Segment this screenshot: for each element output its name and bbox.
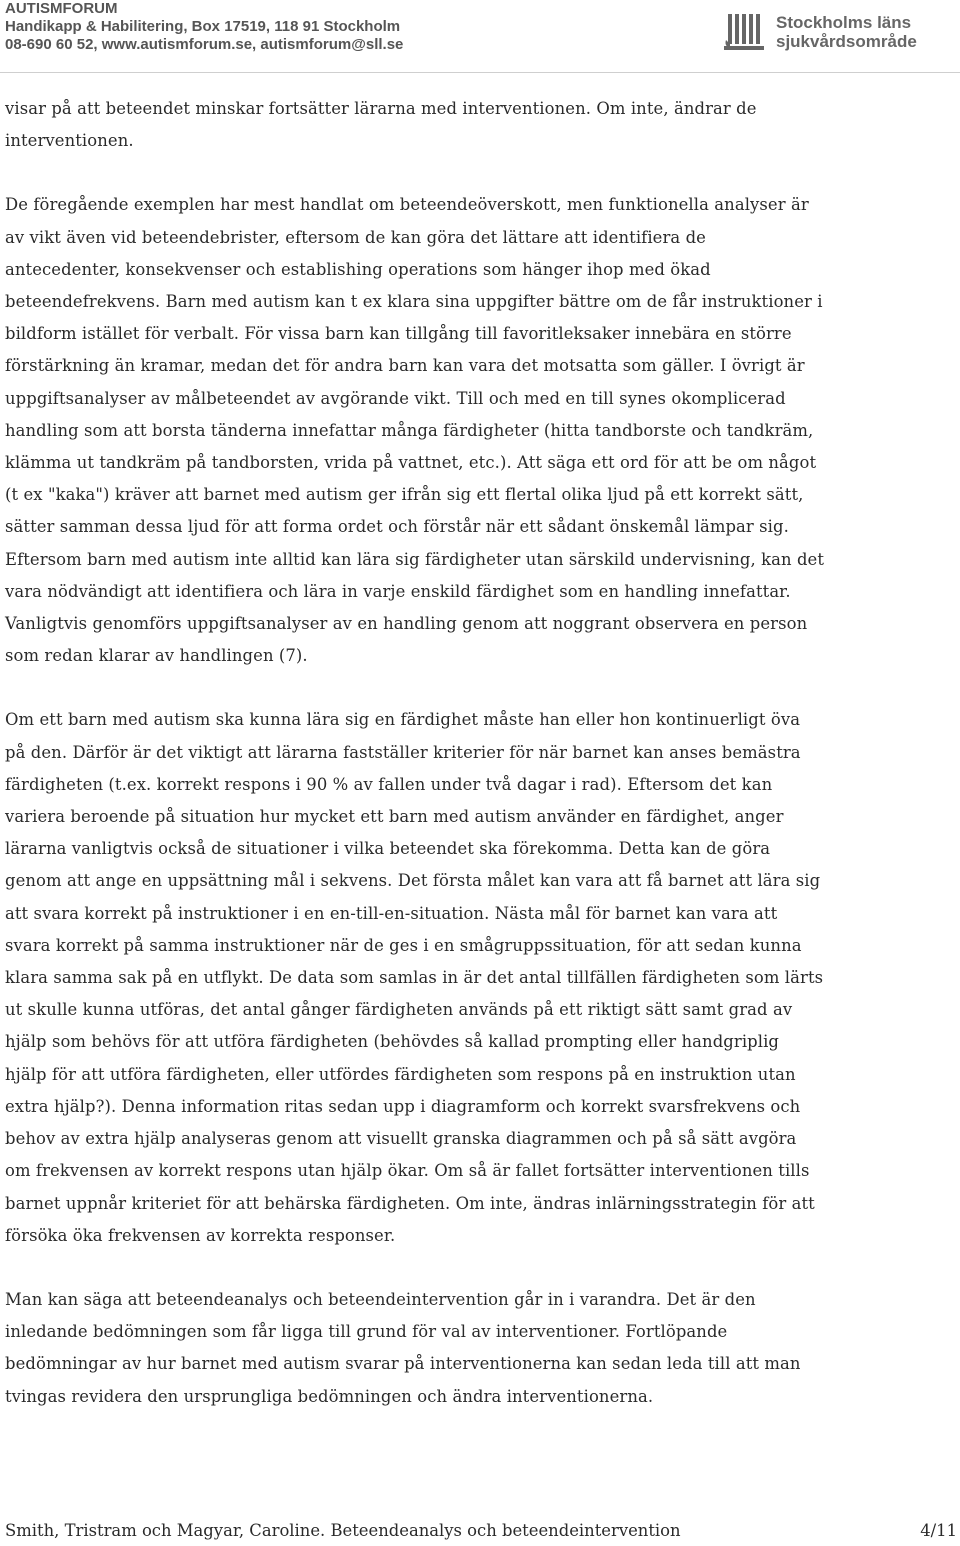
- paragraph-spacer: [5, 1252, 825, 1284]
- paragraph: Man kan säga att beteendeanalys och beteendeintervention går in i varandra. Det är den inledande bedömningen som får ligga till grund för val av interventioner. Fortlöpande bedömningar av hur barnet med autism svarar på interventionerna kan sedan leda till att man tvingas revidera den ursprungliga bedömningen och ändra interventionerna.: [5, 1289, 801, 1406]
- paragraph: visar på att beteendet minskar fortsätter lärarna med interventionen. Om inte, ändrar de interventionen.: [5, 99, 757, 151]
- paragraph: Om ett barn med autism ska kunna lära sig en färdighet måste han eller hon kontinuerligt öva på den. Därför är det viktigt att lärarna fastställer kriterier för när barnet kan anses bemästra färdigheten (t.ex. korrekt respons i 90 % av fallen under två dagar i rad). Eftersom det kan variera beroende på situation hur mycket ett barn med autism använder en färdighet, anger lärarna vanligtvis också de situationer i vilka beteendet ska förekomma. Detta kan de göra genom att ange en uppsättning mål i sekvens. Det första målet kan vara att få barnet att lära sig att svara korrekt på instruktioner i en en-till-en-situation. Nästa mål för barnet kan vara att svara korrekt på samma instruktioner när de ges i en smågruppssituation, för att sedan kunna klara samma sak på en utflykt. De data som samlas in är det antal tillfällen färdigheten som lärts ut skulle kunna utföras, det antal gånger färdigheten används på ett riktigt sätt samt grad av hjälp som behövs för att utföra färdigheten (behövdes så kallad prompting eller handgriplig hjälp för att utföra färdigheten, eller utfördes färdigheten som respons på en instruktion utan extra hjälp?). Denna information ritas sedan upp i diagramform och korrekt svarsfrekvens och behov av extra hjälp analyseras genom att visuellt granska diagrammen och på så sätt avgöra om frekvensen av korrekt respons utan hjälp ökar. Om så är fallet fortsätter interventionen tills barnet uppnår kriteriet för att behärska färdigheten. Om inte, ändras inlärningsstrategin för att försöka öka frekvensen av korrekta responser.: [5, 710, 824, 1245]
- org-name: AUTISMFORUM: [5, 0, 118, 17]
- logo-line-2: sjukvårdsområde: [776, 32, 917, 51]
- stockholm-county-logo: [724, 12, 924, 52]
- document-body: [5, 93, 825, 1413]
- paragraph-spacer: [5, 672, 825, 704]
- header-divider: [0, 72, 960, 73]
- org-address: Handikapp & Habilitering, Box 17519, 118 91 Stockholm: [5, 18, 401, 35]
- org-contact: 08-690 60 52, www.autismforum.se, autismforum@sll.se: [5, 36, 404, 53]
- paragraph-spacer: [5, 157, 825, 189]
- header-contact-block: [5, 0, 403, 54]
- logo-mark-icon: [724, 12, 770, 52]
- page-number: 4/11: [920, 1521, 957, 1540]
- logo-text: [776, 13, 917, 51]
- paragraph: De föregående exemplen har mest handlat om beteendeöverskott, men funktionella analyser är av vikt även vid beteendebrister, eftersom de kan göra det lättare att identifiera de antecedenter, konsekvenser och establishing operations som hänger ihop med ökad beteendefrekvens. Barn med autism kan t ex klara sina uppgifter bättre om de får instruktioner i bildform istället för verbalt. För vissa barn kan tillgång till favoritleksaker innebära en större förstärkning än kramar, medan det för andra barn kan vara det motsatta som gäller. I övrigt är uppgiftsanalyser av målbeteendet av avgörande vikt. Till och med en till synes okomplicerad handling som att borsta tänderna innefattar många färdigheter (hitta tandborste och tandkräm, klämma ut tandkräm på tandborsten, vrida på vattnet, etc.). Att säga ett ord för att be om något (t ex "kaka") kräver att barnet med autism ger ifrån sig ett flertal olika ljud på ett korrekt sätt, sätter samman dessa ljud för att forma ordet och förstår när ett sådant önskemål lämpar sig. Eftersom barn med autism inte alltid kan lära sig färdigheter utan särskild undervisning, kan det vara nödvändigt att identifiera och lära in varje enskild färdighet som en handling innefattar. Vanligtvis genomförs uppgiftsanalyser av en handling genom att noggrant observera en person som redan klarar av handlingen (7).: [5, 195, 825, 666]
- logo-line-1: Stockholms läns: [776, 13, 912, 32]
- page-header: [0, 0, 960, 62]
- footer-citation: Smith, Tristram och Magyar, Caroline. Beteendeanalys och beteendeintervention: [5, 1521, 681, 1540]
- page-footer: [5, 1521, 957, 1543]
